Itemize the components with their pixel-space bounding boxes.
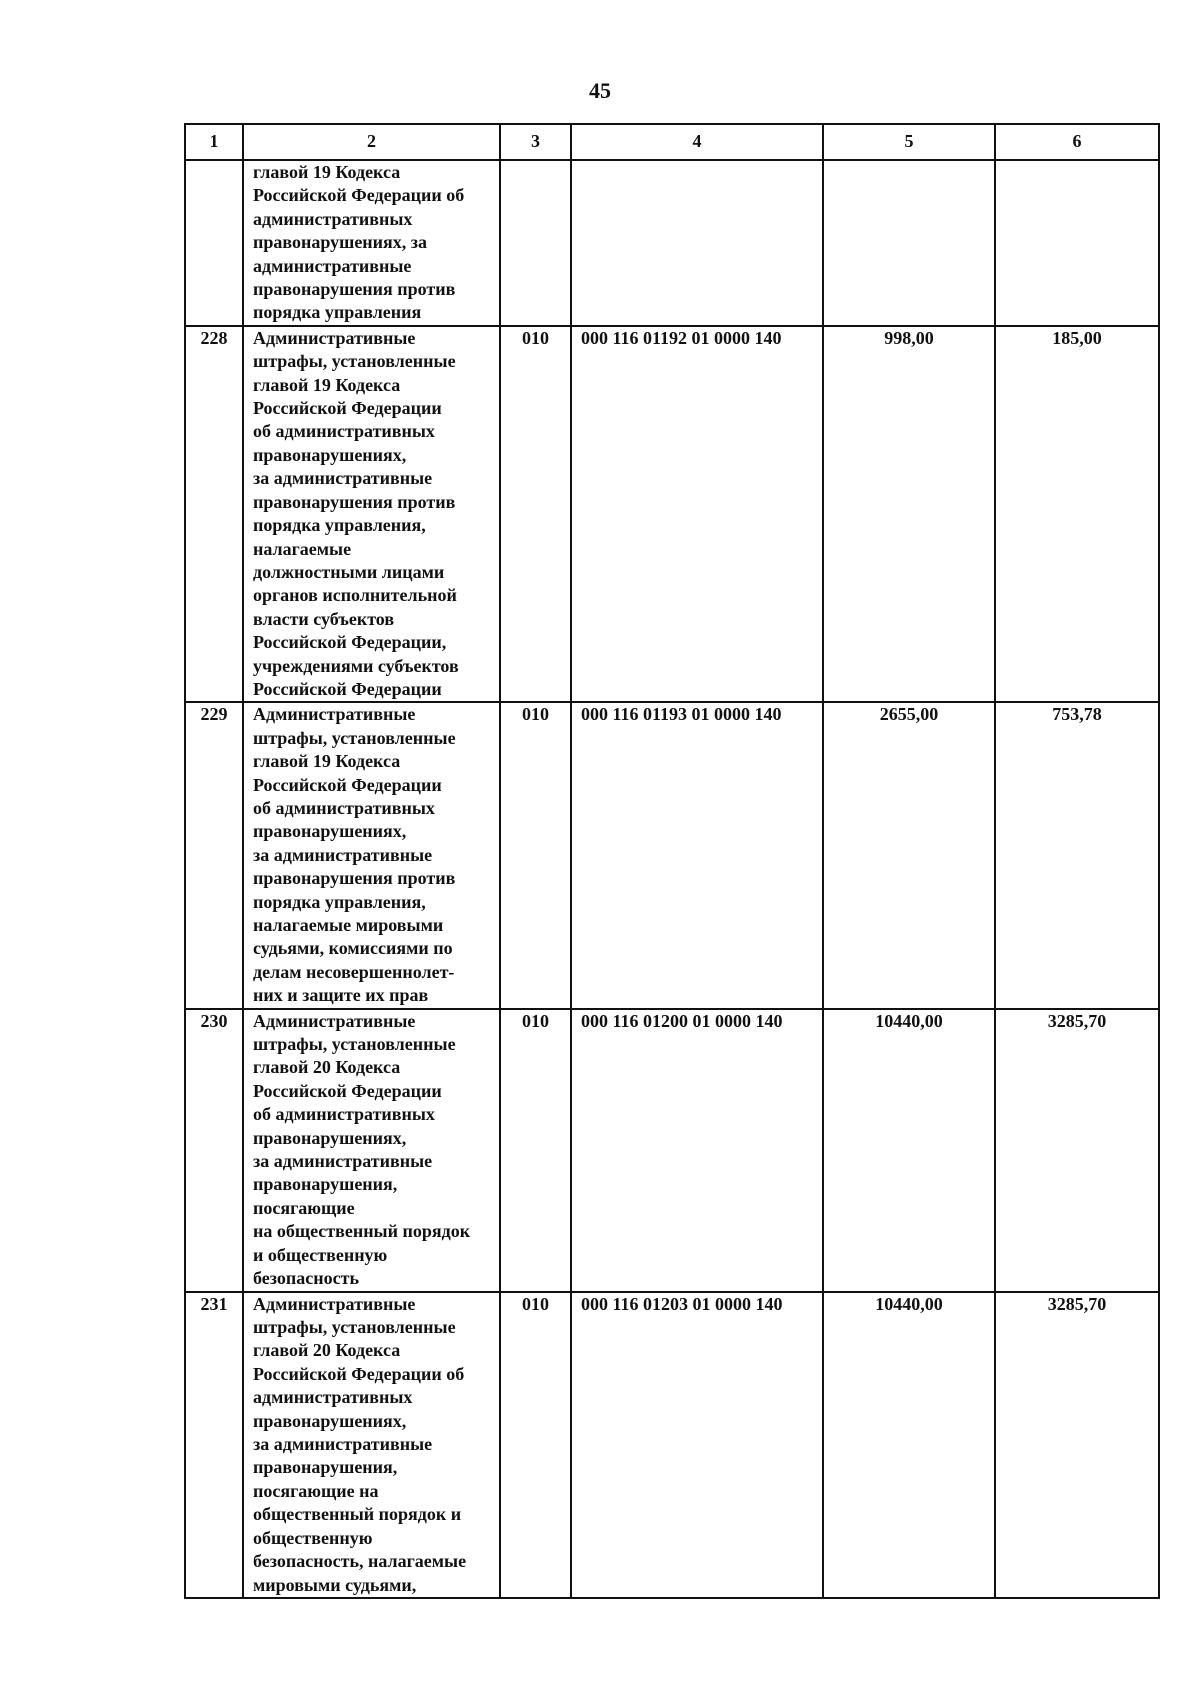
row-name-line: общественную	[253, 1527, 373, 1548]
row-name	[243, 702, 500, 1008]
row-name-line: мировыми судьями,	[253, 1574, 417, 1595]
row-name-line: правонарушения,	[253, 1457, 398, 1478]
row-number	[185, 160, 243, 326]
row-name-line: судьями, комиссиями по	[253, 938, 453, 959]
row-name	[243, 1292, 500, 1598]
row-name-line: правонарушения против	[253, 279, 456, 300]
row-name-line: посягающие на	[253, 1480, 379, 1501]
row-name-line: налагаемые мировыми	[253, 915, 444, 935]
row-name-line: правонарушения,	[253, 1174, 398, 1195]
row-name-line: посягающие	[253, 1197, 355, 1218]
column-header-4: 4	[571, 124, 823, 160]
row-name-line: Российской Федерации,	[253, 632, 447, 653]
row-name	[243, 326, 500, 703]
row-admin-code: 010	[500, 1292, 571, 1598]
row-budget-code	[571, 160, 823, 326]
row-name-line: должностными лицами	[253, 561, 445, 582]
row-number: 229	[185, 702, 243, 1008]
row-name-line: главой 20 Кодекса	[253, 1057, 401, 1078]
row-name-line: безопасность	[253, 1268, 359, 1289]
row-name-line: административные	[253, 255, 412, 276]
row-name-line: делам несовершеннолет-	[253, 961, 455, 982]
row-plan-value: 10440,00	[823, 1009, 995, 1292]
row-name-line: правонарушениях, за	[253, 232, 428, 253]
row-name-line: главой 20 Кодекса	[253, 1340, 401, 1361]
row-fact-value: 3285,70	[995, 1292, 1159, 1598]
row-admin-code: 010	[500, 702, 571, 1008]
row-name-line: за административные	[253, 844, 433, 865]
column-header-3: 3	[500, 124, 571, 160]
table-row	[185, 1009, 1159, 1292]
row-name-line: правонарушениях,	[253, 444, 407, 465]
row-fact-value: 185,00	[995, 326, 1159, 703]
row-number: 231	[185, 1292, 243, 1598]
row-name-line: Российской Федерации об	[253, 1363, 465, 1384]
column-header-2: 2	[243, 124, 500, 160]
table-row	[185, 702, 1159, 1008]
row-plan-value: 2655,00	[823, 702, 995, 1008]
row-name-line: главой 19 Кодекса	[253, 751, 401, 772]
column-header-1: 1	[185, 124, 243, 160]
row-name-line: Российской Федерации об	[253, 185, 465, 206]
table-row	[185, 1292, 1159, 1598]
row-name-line: правонарушениях,	[253, 821, 407, 842]
row-name-line: на общественный порядок	[253, 1221, 471, 1242]
row-name-line: Административные	[253, 327, 416, 348]
row-name-line: правонарушения против	[253, 868, 456, 889]
row-name-line: штрафы, установленные	[253, 351, 456, 372]
row-fact-value	[995, 160, 1159, 326]
row-name-line: за административные	[253, 1434, 433, 1455]
row-name-line: Российской Федерации	[253, 398, 442, 419]
row-name-line: административных	[253, 1387, 413, 1408]
row-admin-code: 010	[500, 326, 571, 703]
row-admin-code	[500, 160, 571, 326]
row-name-line: главой 19 Кодекса	[253, 374, 401, 395]
row-name-line: общественный порядок и	[253, 1504, 462, 1525]
budget-table	[184, 123, 1160, 1599]
row-name-line: штрафы, установленные	[253, 727, 456, 748]
row-budget-code: 000 116 01193 01 0000 140	[571, 702, 823, 1008]
row-name-line: правонарушениях,	[253, 1127, 407, 1148]
row-name-line: главой 19 Кодекса	[253, 162, 401, 182]
row-number: 230	[185, 1009, 243, 1292]
row-name-line: за административные	[253, 1151, 433, 1172]
column-header-5: 5	[823, 124, 995, 160]
table-row	[185, 326, 1159, 703]
row-name-line: них и защите их прав	[253, 985, 429, 1006]
row-name-line: порядка управления,	[253, 891, 426, 912]
row-name-line: безопасность, налагаемые	[253, 1551, 467, 1572]
row-name-line: порядка управления	[253, 302, 422, 323]
row-plan-value: 998,00	[823, 326, 995, 703]
row-name-line: власти субъектов	[253, 608, 395, 629]
row-name-line: Административные	[253, 704, 416, 725]
row-name	[243, 160, 500, 326]
row-name-line: об административных	[253, 797, 435, 818]
row-name-line: за административные	[253, 468, 433, 489]
row-name-line: органов исполнительной	[253, 585, 457, 606]
row-name-line: порядка управления,	[253, 515, 426, 536]
row-name-line: об административных	[253, 421, 435, 442]
row-name-line: административных	[253, 208, 413, 229]
table-body	[185, 124, 1159, 1598]
row-name-line: Российской Федерации	[253, 1080, 442, 1101]
table-row	[185, 160, 1159, 326]
row-name-line: Административные	[253, 1293, 416, 1314]
row-budget-code: 000 116 01203 01 0000 140	[571, 1292, 823, 1598]
row-fact-value: 3285,70	[995, 1009, 1159, 1292]
row-number: 228	[185, 326, 243, 703]
row-name	[243, 1009, 500, 1292]
row-name-line: правонарушениях,	[253, 1410, 407, 1431]
row-name-line: штрафы, установленные	[253, 1317, 456, 1338]
row-plan-value: 10440,00	[823, 1292, 995, 1598]
row-fact-value: 753,78	[995, 702, 1159, 1008]
row-admin-code: 010	[500, 1009, 571, 1292]
row-name-line: Административные	[253, 1010, 416, 1031]
table-header-row	[185, 124, 1159, 160]
row-budget-code: 000 116 01200 01 0000 140	[571, 1009, 823, 1292]
row-name-line: налагаемые	[253, 538, 352, 559]
row-name-line: об административных	[253, 1104, 435, 1125]
row-name-line: штрафы, установленные	[253, 1034, 456, 1055]
row-budget-code: 000 116 01192 01 0000 140	[571, 326, 823, 703]
row-plan-value	[823, 160, 995, 326]
row-name-line: правонарушения против	[253, 491, 456, 512]
column-header-6: 6	[995, 124, 1159, 160]
page-number: 45	[589, 78, 611, 103]
row-name-line: Российской Федерации	[253, 774, 442, 795]
row-name-line: и общественную	[253, 1244, 388, 1265]
row-name-line: Российской Федерации	[253, 678, 442, 699]
row-name-line: учреждениями субъектов	[253, 655, 459, 676]
